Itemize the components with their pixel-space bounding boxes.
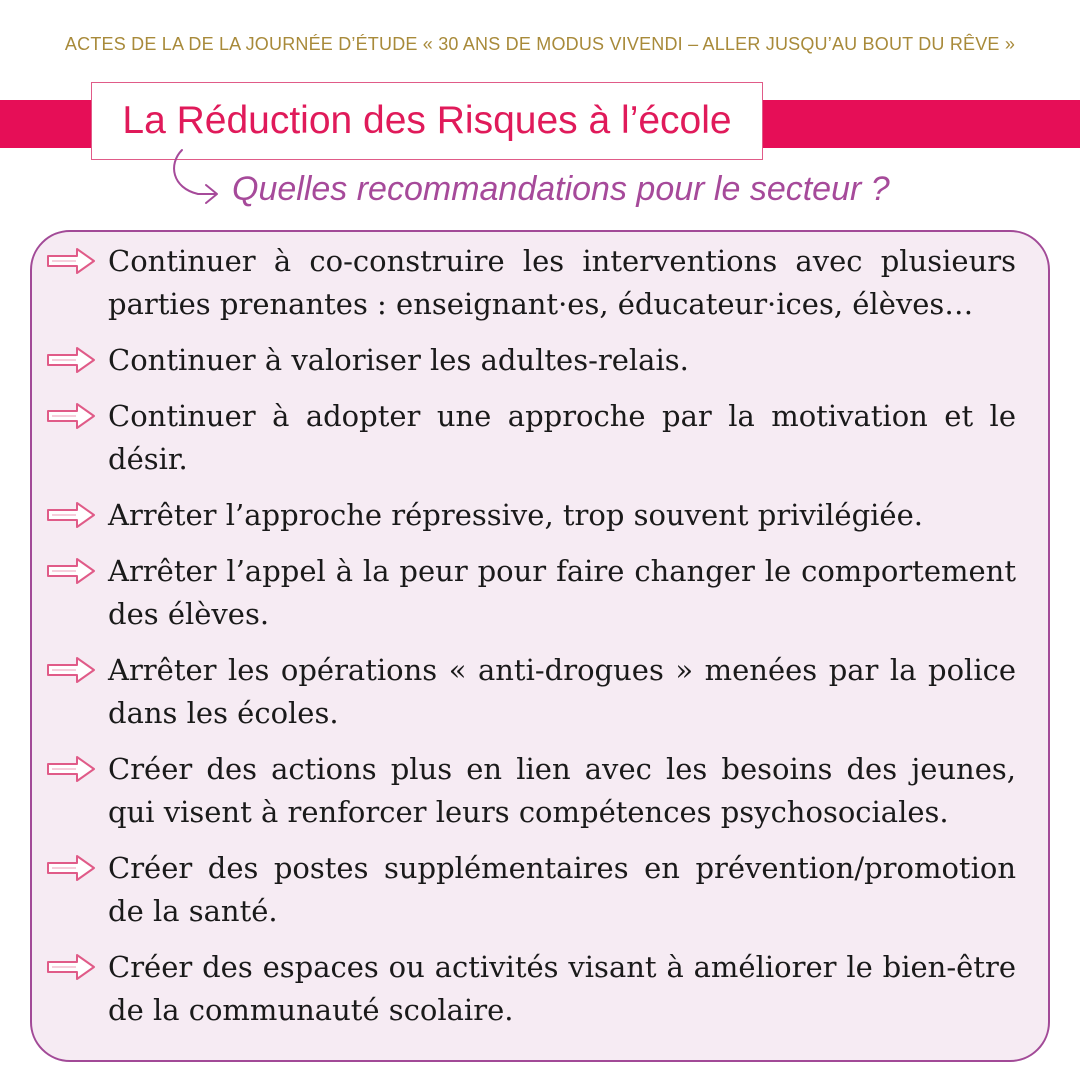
right-arrow-icon — [46, 500, 98, 530]
page-title: La Réduction des Risques à l’école — [122, 99, 732, 142]
list-item — [46, 240, 1016, 326]
recommendation-text: Continuer à co-construire les interventions avec plusieurs parties prenantes : enseignant·es, éducateur·ices, élèves… — [108, 244, 1016, 321]
right-arrow-icon — [46, 401, 98, 431]
recommendation-text: Arrêter l’appel à la peur pour faire changer le comportement des élèves. — [108, 554, 1016, 631]
document-header-caption: ACTES DE LA DE LA JOURNÉE D’ÉTUDE « 30 ANS DE MODUS VIVENDI – ALLER JUSQU’AU BOUT DU RÊVE » — [64, 34, 1016, 54]
right-arrow-icon — [46, 655, 98, 685]
list-item — [46, 494, 1016, 537]
right-arrow-icon — [46, 754, 98, 784]
list-item — [46, 339, 1016, 382]
right-arrow-icon — [46, 246, 98, 276]
right-arrow-icon — [46, 345, 98, 375]
recommendation-text: Arrêter l’approche répressive, trop souvent privilégiée. — [108, 498, 923, 532]
list-item — [46, 649, 1016, 735]
recommendation-text: Arrêter les opérations « anti-drogues » menées par la police dans les écoles. — [108, 653, 1016, 730]
recommendation-text: Continuer à valoriser les adultes-relais. — [108, 343, 689, 377]
recommendation-text: Continuer à adopter une approche par la motivation et le désir. — [108, 399, 1016, 476]
recommendations-list — [46, 240, 1016, 1045]
recommendation-text: Créer des actions plus en lien avec les besoins des jeunes, qui visent à renforcer leurs compétences psychosociales. — [108, 752, 1016, 829]
list-item — [46, 550, 1016, 636]
right-arrow-icon — [46, 556, 98, 586]
curved-arrow-icon — [168, 148, 224, 210]
recommendation-text: Créer des postes supplémentaires en prévention/promotion de la santé. — [108, 851, 1016, 928]
list-item — [46, 748, 1016, 834]
list-item — [46, 946, 1016, 1032]
list-item — [46, 847, 1016, 933]
right-arrow-icon — [46, 952, 98, 982]
page-subtitle: Quelles recommandations pour le secteur ? — [232, 170, 890, 208]
recommendation-text: Créer des espaces ou activités visant à améliorer le bien-être de la communauté scolaire. — [108, 950, 1016, 1027]
right-arrow-icon — [46, 853, 98, 883]
list-item — [46, 395, 1016, 481]
